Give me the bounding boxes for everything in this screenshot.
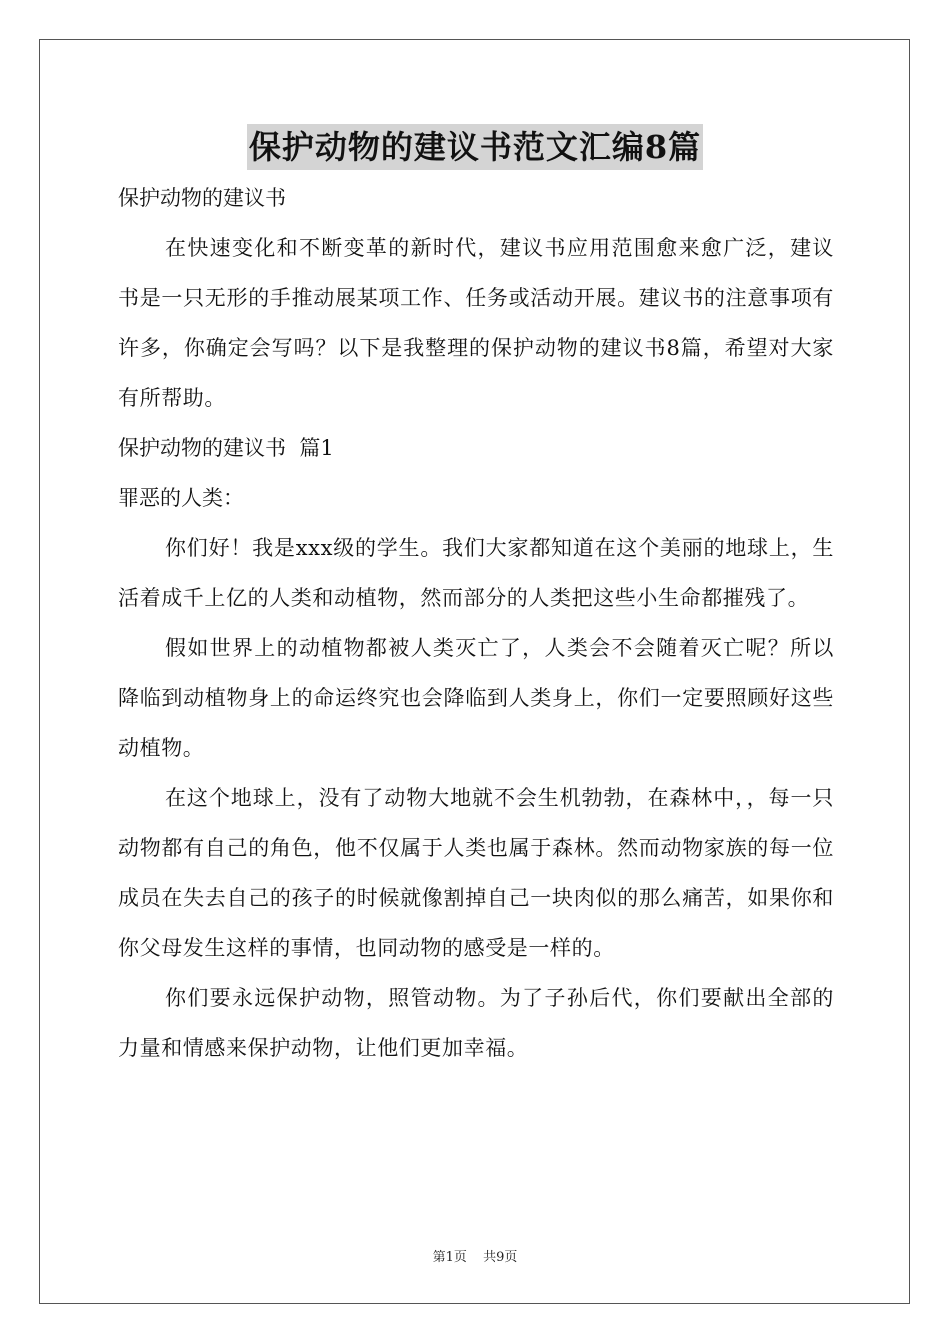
section-heading: 保护动物的建议书 篇1 bbox=[118, 436, 334, 460]
title-area bbox=[0, 124, 950, 170]
total-pages: 共9页 bbox=[483, 1250, 518, 1265]
document-subtitle: 保护动物的建议书 bbox=[118, 186, 286, 210]
body-paragraph-2: 假如世界上的动植物都被人类灭亡了，人类会不会随着灭亡呢？所以降临到动植物身上的命运终究也会降临到人类身上，你们一定要照顾好这些动植物。 bbox=[118, 636, 834, 760]
body-paragraph-1: 你们好！我是xxx级的学生。我们大家都知道在这个美丽的地球上，生活着成千上亿的人类和动植物，然而部分的人类把这些小生命都摧残了。 bbox=[118, 536, 834, 610]
document-title: 保护动物的建议书范文汇编8篇 bbox=[247, 124, 703, 170]
body-paragraph-3: 在这个地球上，没有了动物大地就不会生机勃勃，在森林中，，每一只动物都有自己的角色，他不仅属于人类也属于森林。然而动物家族的每一位成员在失去自己的孩子的时候就像割掉自己一块肉似的那么痛苦，如果你和你父母发生这样的事情，也同动物的感受是一样的。 bbox=[118, 786, 834, 960]
body-paragraph-4: 你们要永远保护动物，照管动物。为了子孙后代，你们要献出全部的力量和情感来保护动物，让他们更加幸福。 bbox=[118, 986, 834, 1060]
page-number: 第1页 bbox=[432, 1250, 467, 1265]
intro-paragraph: 在快速变化和不断变革的新时代，建议书应用范围愈来愈广泛，建议书是一只无形的手推动展某项工作、任务或活动开展。建议书的注意事项有许多，你确定会写吗？以下是我整理的保护动物的建议书8篇，希望对大家有所帮助。 bbox=[118, 236, 834, 410]
page-footer bbox=[0, 1246, 950, 1265]
document-body bbox=[118, 173, 834, 1073]
salutation: 罪恶的人类： bbox=[118, 486, 244, 510]
